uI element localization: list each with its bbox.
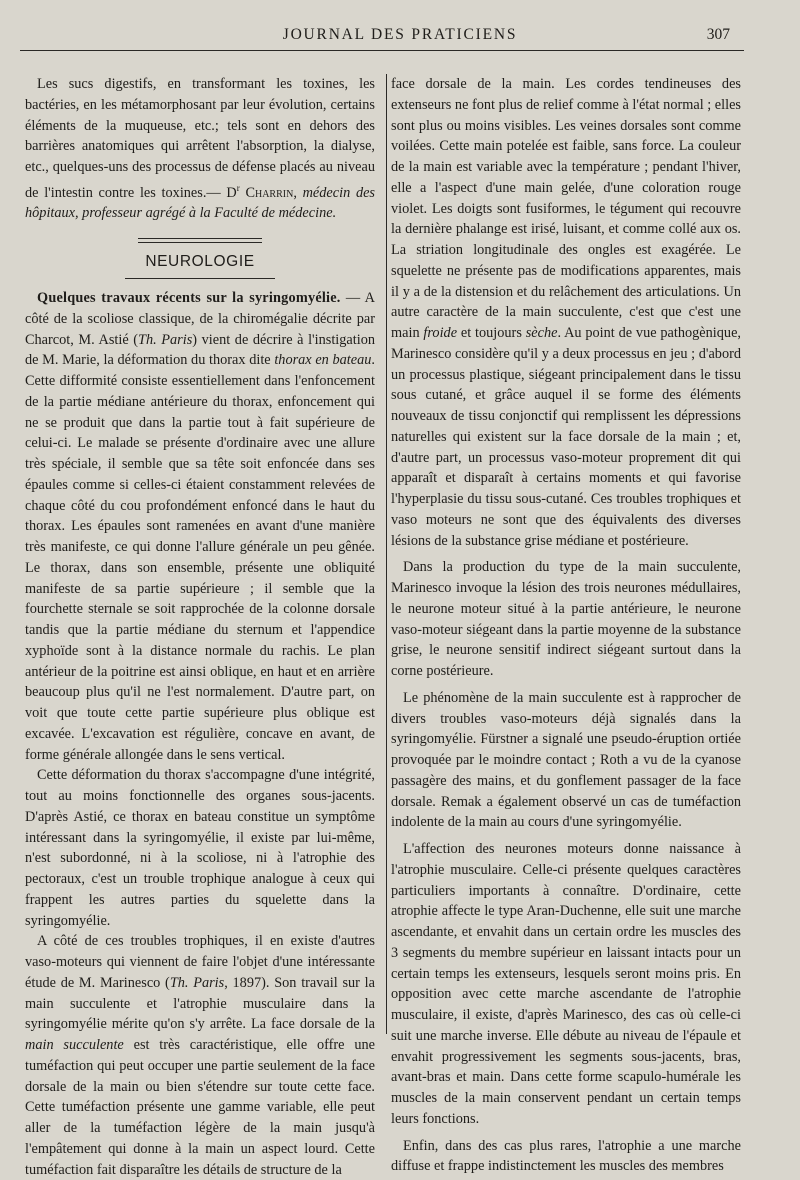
p2-ref: Th. Paris: [138, 331, 193, 348]
syringomyelia-paragraph: [25, 288, 375, 765]
page-number: 307: [706, 26, 730, 43]
diffuse-atrophy-paragraph: Enfin, dans des cas plus rares, l'atrophie a une marche diffuse et frappe indistinctement les muscles des membres: [391, 1137, 741, 1175]
p4-text-b: , 1897). Son travail sur la main succulente et l'atrophie musculaire dans la syringomyélie mérite qu'on s'y arrête. La face dorsale de la: [25, 974, 375, 1033]
p4-ref: Th. Paris: [169, 974, 225, 991]
running-header: [0, 26, 800, 48]
vasomotor-disorders-paragraph: Le phénomène de la main succulente est à rapprocher de divers troubles vaso-moteurs déjà signalés dans la syringomyélie. Fürstner a signalé une pseudo-éruption ortiée provoquée par le moindre contact ; Roth a vu de la cyanose passagère des mains, et du gonflement passager de la face dorsale. Remak a également observé un cas de tuméfaction indolente de la main au cours d'une syringomyélie.: [391, 689, 741, 831]
neurones-paragraph: Dans la production du type de la main succulente, Marinesco invoque la lésion des trois neurones médullaires, le neurone moteur situé à la partie antérieure, le neurone vaso-moteur siégeant dans la partie moyenne de la substance grise, le neurone sensitif indirect siégeant surtout dans la corne postérieure.: [391, 559, 741, 679]
p1-superscript: r: [236, 182, 240, 193]
p4-text-c: est très caractéristique, elle offre une tuméfaction qui peut occuper une partie seulement de la face dorsale de la main ou bien s'étendre sur toute cette face. Cette tuméfaction présente une gamme variable, elle peut aller de la tuméfaction légère de la main jusqu'à l'empâtement qui donne à la main un aspect lourd. Cette tuméfaction fait disparaître les détails de structure de la: [25, 1037, 375, 1178]
r1-text-b: et toujours: [457, 325, 526, 341]
p2-term: thorax en bateau: [274, 352, 372, 369]
left-column: [25, 74, 375, 1180]
column-divider: [386, 74, 387, 1034]
intestine-toxins-paragraph: [25, 74, 375, 224]
p1-text: Les sucs digestifs, en transformant les toxines, les bactéries, en les métamorphosant par leur évolution, certains éléments de la muqueuse, etc.; tels sont en dehors des barrières anatomiques qui arrêtent l'absorption, la dialyse, etc., quelques-uns des processus de défense placés au niveau de l'intestin contre les toxines.— D: [25, 76, 375, 201]
vasomotor-paragraph: [25, 931, 375, 1180]
credit-separator: ,: [293, 184, 303, 201]
p2-text-a: — A côté de la scoliose classique, de la chiromégalie décrite par Charcot, M. Astié (: [25, 290, 376, 348]
journal-title: JOURNAL DES PRATICIENS: [282, 26, 518, 43]
header-rule: [20, 50, 744, 51]
r1-term-seche: sèche: [525, 325, 558, 341]
r1-text-a: face dorsale de la main. Les cordes tendineuses des extenseurs ne font plus de relief comme à l'état normal ; elles sont plus ou moins visibles. Les veines dorsales sont comme voilées. Cette main potelée est faible, sans force. La couleur de la main est variable avec la température ; pendant l'hiver, elle a l'aspect d'une main gelée, d'une coloration rouge violet. Les doigts sont fusiformes, le tégument qui recouvre la dernière phalange est irisé, luisant, et comme collé aux os. La striation longitudinale des ongles est exagérée. Le squelette ne présente pas de modifications apparentes, mais il y a de la distension et du relâchement des articulations. Un autre caractère de la main succulente, c'est que c'est une main: [391, 76, 741, 341]
section-rule: [125, 278, 275, 279]
author-name: Charrin: [245, 184, 294, 201]
hand-description-paragraph: [391, 74, 741, 551]
right-column: [391, 74, 741, 1177]
section-title: NEUROLOGIE: [145, 253, 255, 271]
r1-text-c: . Au point de vue pathogènique, Marinesco considère qu'il y a deux processus en jeu ; d'abord un processus plastique, siégeant principalement dans le tissu sous cutané, et grâce auquel il se forme des éléments nouveaux de tissu conjonctif qui remplissent les dépressions naturelles qui existent sur la face dorsale de la main ; et, d'autre part, un processus vaso-moteur proprement dit qui apparaît et disparaît à certains moments et qui favorise l'hyperplasie du tissu sous-cutané. Ces troubles trophiques et vaso moteurs ne sont que des équivalents des diverses lésions de la substance grise médiane et postérieure.: [391, 325, 741, 549]
p4-text-a: A côté de ces troubles trophiques, il en existe d'autres vaso-moteurs qui viennent de faire l'objet d'une intéressante étude de M. Marinesco (: [25, 933, 375, 991]
muscular-atrophy-paragraph: L'affection des neurones moteurs donne naissance à l'atrophie musculaire. Celle-ci présente quelques caractères particuliers importants à connaître. D'ordinaire, cette atrophie affecte le type Aran-Duchenne, elle suit une marche ascendante, et envahit dans un certain ordre les muscles des 3 segments du membre supérieur en laissant intacts pour un certain temps les extenseurs, lesquels seront moins pris. En opposition avec cette marche ascendante de l'atrophie musculaire, il existe, d'après Marinesco, des cas où celle-ci suit une marche inverse. Elle débute au niveau de l'épaule et envahit progressivement les segments sous-jacents, bras, avant-bras et main. Dans cette forme scapulo-humérale les muscles de la main conservent pendant un certain temps leurs fonctions.: [391, 841, 741, 1127]
p2-text-b: ) vient de décrire à l'instigation de M. Marie, la déformation du thorax dite: [25, 331, 375, 369]
p4-term: main succulente: [25, 1037, 124, 1054]
thorax-deformation-paragraph: Cette déformation du thorax s'accompagne d'une intégrité, tout au moins fonctionnelle des organes sous-jacents. D'après Astié, ce thorax en bateau constitue un symptôme intéressant dans la syringomyélie, il existe par lui-même, n'est subordonné, ni à la scoliose, ni à l'atrophie des pectoraux, c'est un trouble trophique analogue à ceux qui frappent les autres parties du squelette dans la syringomyélie.: [25, 767, 375, 929]
r1-term-froide: froide: [423, 325, 458, 341]
p2-text-c: . Cette difformité consiste essentiellement dans l'enfoncement de la partie médiane antérieure du thorax, enfoncement qui ne se produit que dans la partie tout à fait supérieure de celui-ci. Le malade se présente d'ordinaire avec une allure très spéciale, il semble que sa tête soit enfoncée dans ses épaules comme si celles-ci étaient constamment relevées de chaque côté du cou profondément enfoncé dans le haut du thorax. Les épaules sont ramenées en avant d'une manière très manifeste, ce qui donne l'allure générale un peu gênée. Le thorax, dans son ensemble, présente une obliquité manifeste de sa partie supérieure ; il semble que la fourchette sternale se soit rapprochée de la colonne dorsale tandis que la partie médiane du sternum et l'appendice xyphoïde sont à la distance normale du rachis. Le plan antérieur de la poitrine est ainsi oblique, en haut et en arrière beaucoup plus qu'il ne l'est normalement. D'autre part, on voit que toute cette partie supérieure plus oblique est excavée. L'excavation est régulière, concave en avant, de forme générale allongée dans le sens vertical.: [25, 352, 375, 763]
section-double-rule: [138, 238, 262, 243]
article-heading: Quelques travaux récents sur la syringomyélie.: [37, 290, 341, 307]
author-credit: médecin des hôpitaux, professeur agrégé à la Faculté de médecine.: [25, 184, 375, 222]
